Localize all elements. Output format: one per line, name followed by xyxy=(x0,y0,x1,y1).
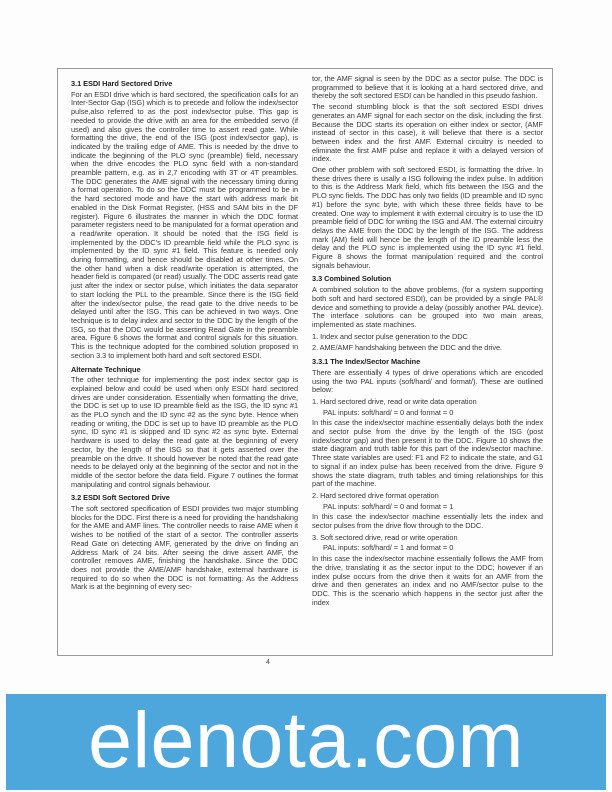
paragraph: A combined solution to the above problems, (for a system supporting both soft and hard sectored ESDI), can be provided by a single PAL® device and something to provide a delay (possibly another PAL device). The interface solutions can be grouped into two main areas, implemented as state machines. xyxy=(312,285,543,329)
list-sub-item: PAL inputs: soft/hard/ = 0 and format = 1 xyxy=(323,501,454,511)
list-item: 2. Hard sectored drive format operation xyxy=(312,490,439,500)
watermark-text[interactable]: elenota.com xyxy=(88,694,524,784)
section-heading: 3.1 ESDI Hard Sectored Drive xyxy=(71,79,173,88)
paragraph: The soft sectored specification of ESDI provides two major stumbling blocks for the DDC. First there is a need for providing the handshaking for the AME and AMF lines. The controller needs to raise AME when it wishes to be notified of the start of a sector. The controller asserts Read Gate on detecting AMF, generated by the drive on finding an Address Mark of 24 bits. After seeing the drive assert AMF, the controller removes AME, finishing the handshake. Since the DDC does not provide the AME/AMF handshake, external hardware is required to do so when the DDC is not formatting. As the Address Mark is at the beginning of every sec- xyxy=(71,504,299,592)
section-heading: 3.3 Combined Solution xyxy=(312,274,392,284)
paragraph: tor, the AMF signal is seen by the DDC as a sector pulse. The DDC is programmed to believe that it is looking at a hard sectored drive, and thereby the soft sectored ESDI can be handled in this pseudo fashion. xyxy=(312,74,543,101)
page-number: 4 xyxy=(266,659,270,666)
paragraph: The other technique for implementing the post index sector gap is explained below and could be used when only ESDI hard sectored drives are under consideration. Essentially when formatting the drive, the DDC is set up to use ID preamble field as the ISG, the ID sync #1 as the PLO synch and the ID sync #2 as the sync byte. Hence when reading or writing, the DDC is set up to have ID preamble as the PLO sync, ID sync #1 is skipped and ID sync #2 as sync byte. External hardware is used to delay the read gate at the beginning of every sector, by the length of the ISG so that it gets asserted over the preamble on the drive. It should however be noted that the read gate needs to be delayed only at the beginning of the sector and not in the middle of the sector before the data field. Figure 7 outlines the format manipulating and control signals behaviour. xyxy=(71,375,299,489)
list-sub-item: PAL inputs: soft/hard/ = 0 and format = 0 xyxy=(323,407,454,417)
section-heading: 3.2 ESDI Soft Sectored Drive xyxy=(71,493,170,503)
paragraph: The second stumbling block is that the soft sectored ESDI drives generates an AMF signal for each sector on the disk, including the first. Because the DDC starts its operation on either index or sector, (AMF instead of sector in this case), it will believe that there is a sector between index and the first AMF. External circuitry is needed to eliminate the first AMF pulse and replace it with a delayed version of index. xyxy=(312,102,543,164)
right-column xyxy=(312,75,543,655)
left-column xyxy=(71,75,298,655)
list-item: 1. Index and sector pulse generation to the DDC xyxy=(312,331,468,341)
section-heading: 3.3.1 The Index/Sector Machine xyxy=(312,357,421,367)
list-item: 3. Soft sectored drive, read or write operation xyxy=(312,532,458,542)
paragraph: One other problem with soft sectored ESDI, is formatting the drive. In these drives there is usally a ISG following the index pulse. In addition to this is the Address Mark field, which fits between the ISG and the PLO sync fields. The DDC has only two fields (ID preamble and ID sync #1) before the sync byte, with which these three fields have to be created. One way to implement it with external circuitry is to use the ID preamble field of DDC for writing the ISG and AM. The external circuitry delays the AME from the DDC by the length of the ISG. The address mark (AM) field will hence be the length of the ID preamble less the delay and the PLO sync is implemented using the ID sync #1 field. Figure 8 shows the format manipulation required and the control signals behaviour. xyxy=(312,165,543,270)
list-item: 1. Hard sectored drive, read or write data operation xyxy=(312,396,477,406)
paragraph: There are essentially 4 types of drive operations which are encoded using the two PAL inputs (soft/hard/ and format/). These are outlined below: xyxy=(312,367,543,395)
paragraph: In this case the index/sector machine essentially follows the AMF from the drive, translating it as the sector input to the DDC; however if an index pulse occurs from the drive then it waits for an AMF from the drive and then generates an index and no AMF/sector pulse to the DDC. This is the scenario which happens in the sector just after the index xyxy=(312,554,543,607)
paragraph: In this case the index/sector machine essentially lets the index and sector pulses from the drive flow through to the DDC. xyxy=(312,512,543,531)
list-item: 2. AME/AMF handshaking between the DDC and the drive. xyxy=(312,343,503,353)
paragraph: For an ESDI drive which is hard sectored, the specification calls for an Inter-Sector Gap (ISG) which is to precede and follow the index/sector pulse,also referred to as the post index/sector pulse. This gap is needed to provide the drive with an area for the embedded servo (if used) and also gives the controller time to assert read gate. While formatting the drive, the end of the ISG (post index/sector gap), is indicated by the trailing edge of AME. This is needed by the drive to indicate the beginning of the PLO sync (preamble) field, necessary when the drive encodes the PLO sync field with a non-standard preamble pattern, e.g. as in 2,7 encoding with 3T or 4T preambles. The DDC generates the AME signal with the necessary timing during a format operation. To do so the DDC must be programmed to be in the hard sectored mode and have the start with address mark bit enabled in the Disk Format Register, (HSS and SAM bits in the DF register). Figure 6 illustrates the manner in which the DDC format parameter registers need to be manipulated for a format operation and a read/write operation. It should be noted that the ISG field is implemented by the DDC's ID preamble field while the PLO sync is implemented by the ID sync #1 field. This feature is needed only during formatting, and hence should be disabled at other times. On the other hand when a disk read/write operation is attempted, the header field is compared (or read) usually. The DDC asserts read gate just after the index or sector pulse, which initiates the data separator to start locking the PLL to the preamble. Since there is the ISG field after the index/sector pulse, the read gate to the drive needs to be delayed until after the ISG. This can be achieved in two ways. One technique is to delay index and sector to the DDC by the length of the ISG, so that the DDC would be asserting Read Gate in the preamble area. Figure 6 shows the format and control signals for this situation. This is the technique adopted for the combined solution proposed in section 3.3 to implement both hard and soft sectored ESDI. xyxy=(71,89,299,360)
list-sub-item: PAL inputs: soft/hard/ = 1 and format = 0 xyxy=(323,543,454,553)
watermark-banner[interactable] xyxy=(6,694,606,790)
paragraph: In this case the index/sector machine essentially delays both the index and sector pulse from the drive by the length of the ISG (post index/sector gap) and then present it to the DDC. Figure 10 shows the state diagram and truth table for this part of the index/sector machine. Three state variables are used: F1 and F2 to indicate the state, and G1 to signal if an index pulse has been received from the drive. Figure 9 shows the state diagram, truth tables and timing relationships for this part of the machine. xyxy=(312,418,543,489)
page-content-frame xyxy=(57,68,553,656)
section-heading: Alternate Technique xyxy=(71,364,141,374)
